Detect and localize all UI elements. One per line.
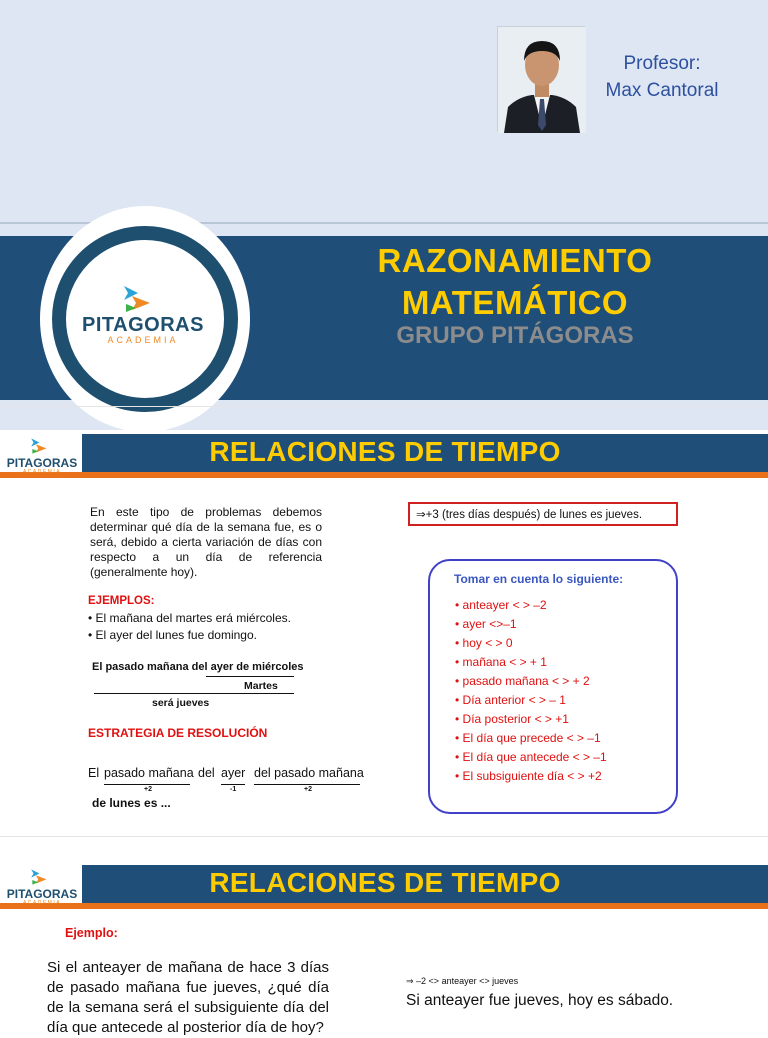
professor-name: Max Cantoral: [605, 80, 719, 101]
equation2-term3: del pasado mañana: [254, 766, 364, 780]
group-subtitle: GRUPO PITÁGORAS: [396, 322, 634, 349]
logo-name: PITAGORAS: [82, 314, 204, 336]
rule-item: • Día posterior < > +1: [455, 712, 569, 726]
professor-portrait-icon: [498, 27, 586, 133]
examples-label: EJEMPLOS:: [88, 595, 155, 607]
equation1-result: será jueves: [152, 697, 210, 709]
pitagoras-chevron-icon: [30, 437, 50, 455]
brace-line: [221, 784, 245, 785]
pitagoras-chevron-icon: [122, 284, 156, 314]
equation2-del: del: [198, 766, 215, 780]
header-orange-stripe: [0, 472, 768, 478]
rule-item: • ayer <>–1: [455, 617, 517, 631]
rule-item: • El día que precede < > –1: [455, 731, 601, 745]
pitagoras-chevron-icon: [30, 868, 50, 886]
equation2-term1: pasado mañana: [104, 766, 194, 780]
header-orange-stripe: [0, 903, 768, 909]
rule-item: • El subsiguiente día < > +2: [455, 769, 602, 783]
brace-line: [94, 693, 294, 694]
professor-photo: [497, 26, 585, 132]
brace-line: [206, 676, 294, 677]
example-item: • El ayer del lunes fue domingo.: [88, 628, 257, 642]
brace-line: [104, 784, 190, 785]
slide3-header: [0, 865, 768, 909]
equation2-sub2: -1: [230, 786, 237, 793]
equation1-martes: Martes: [244, 680, 278, 692]
equation2-term2: ayer: [221, 766, 246, 780]
brace-line: [254, 784, 360, 785]
slide3-title: RELACIONES DE TIEMPO: [209, 867, 561, 898]
slide-separator: [0, 836, 768, 837]
answer-text: Si anteayer fue jueves, hoy es sábado.: [406, 992, 674, 1009]
rule-item: • Día anterior < > – 1: [455, 693, 566, 707]
intro-paragraph: En este tipo de problemas debemos determinar qué día de la semana fue, es o será, debido a cierta variación de días con respecto a un día de referencia (generalmente hoy).: [90, 505, 322, 579]
equation2-sub1: +2: [144, 786, 152, 793]
professor-label: Profesor:: [623, 53, 701, 74]
equation2-el: El: [88, 766, 100, 780]
slide2-title: RELACIONES DE TIEMPO: [209, 436, 561, 467]
course-title-line2: MATEMÁTICO: [401, 284, 629, 321]
professor-block: [592, 50, 732, 104]
boxed-note: ⇒+3 (tres días después) de lunes es jueves.: [408, 502, 678, 526]
answer-note: ⇒ –2 <> anteayer <> jueves: [406, 976, 519, 986]
example-label: Ejemplo:: [65, 926, 118, 940]
equation2-sub3: +2: [304, 786, 312, 793]
header-logo-tagline: ACADEMIA: [22, 469, 62, 475]
rule-item: • anteayer < > –2: [455, 598, 547, 612]
equation1-text: El pasado mañana del ayer de miércoles: [92, 661, 304, 673]
course-title: [330, 240, 700, 324]
header-logo-name: PITAGORAS: [6, 887, 78, 901]
logo-tagline: ACADEMIA: [107, 335, 179, 345]
rule-item: • hoy < > 0: [455, 636, 513, 650]
rule-item: • mañana < > + 1: [455, 655, 547, 669]
rule-item: • pasado mañana < > + 2: [455, 674, 590, 688]
header-logo-tagline: ACADEMIA: [22, 900, 62, 906]
header-logo-name: PITAGORAS: [6, 456, 78, 470]
strategy-label: ESTRATEGIA DE RESOLUCIÓN: [88, 726, 268, 740]
rules-title: Tomar en cuenta lo siguiente:: [454, 572, 624, 586]
slide-separator: [0, 406, 768, 407]
equation2-tail: de lunes es ...: [92, 796, 171, 810]
rule-item: • El día que antecede < > –1: [455, 750, 607, 764]
example-item: • El mañana del martes erá miércoles.: [88, 611, 291, 625]
slide2-header: [0, 434, 768, 478]
course-title-line1: RAZONAMIENTO: [377, 242, 653, 279]
question-text: Si el anteayer de mañana de hace 3 días de pasado mañana fue jueves, ¿qué día de la semana será el subsiguiente día del día que antecede al posterior día de hoy?: [47, 959, 329, 1036]
